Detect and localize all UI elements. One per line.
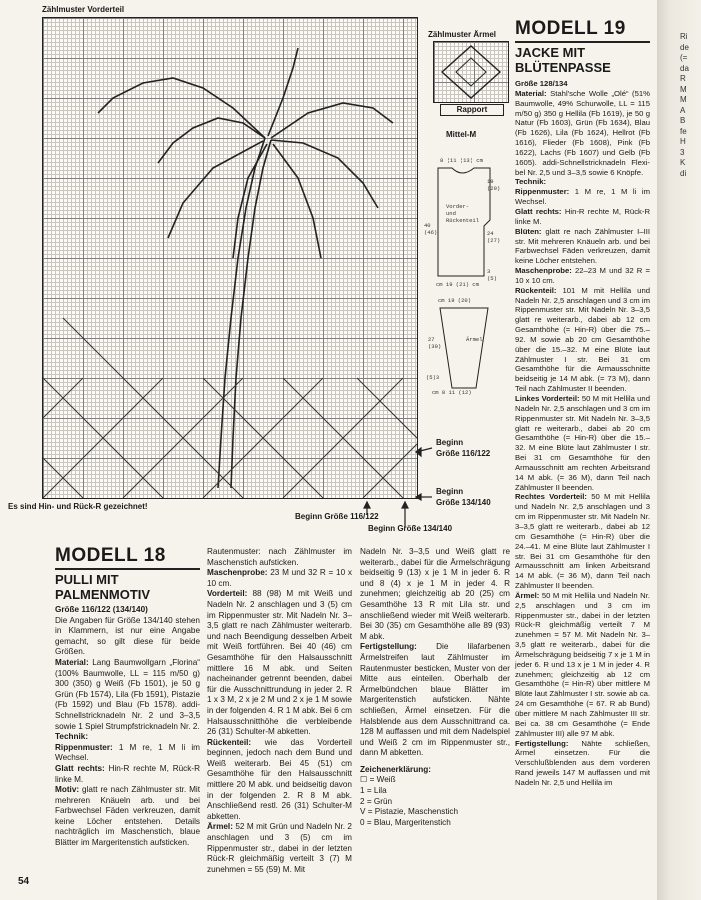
paragraph-text: 50 M mit Hellila und Nadeln Nr. 2,5 anschlagen und 3 cm im Rippenmuster str. Mit Nadeln Nr. 3–3,5 glatt re weiterarb., dabei ab 12 cm Gesamthöhe (= Hin-R) über die 24.–41. M eine Blüte laut Zählmuster I str. Bei 31 cm Gesamthöhe für den Armausschnitt am linken Arbeitsrand 14 M abk. (= 36 M), dann Teil nach Zählmuster II beenden. — [515, 492, 650, 591]
modell18-col3-wrap — [360, 547, 510, 828]
schema-sleeve-label: Ärmel — [466, 336, 483, 343]
paragraph — [515, 187, 650, 207]
strip-fragment: Ri — [680, 32, 688, 41]
paragraph-text: glatt re nach Zählmuster str. Mit mehreren Knäueln arb. und bei Farbwechsel Fäden verkreuzen, damit keine Löcher entstehen. Details nachträglich im Maschenstich, blaue Blätter im Margeritenstich aufsticken. — [55, 785, 200, 848]
paragraph-bold: Rippenmuster: — [515, 187, 570, 197]
schema-sleeve-outline — [432, 304, 502, 394]
paragraph — [360, 547, 510, 642]
legend-item: V = Pistazie, Maschenstich — [360, 807, 459, 817]
paragraph-bold: Größe 128/134 — [515, 79, 568, 88]
paragraph-text: glatt re nach Zählmuster I–III str. Mit mehreren Knäueln arb. und bei Farbwechsel Fäden verkreuzen, damit keine Löcher entstehen. — [515, 226, 650, 266]
paragraph — [515, 286, 650, 394]
paragraph — [55, 605, 200, 616]
strip-fragment: R — [680, 74, 686, 83]
paragraph-bold: Technik: — [55, 732, 89, 742]
paragraph-bold: Vorderteil: — [207, 589, 248, 599]
paragraph-bold: Maschenprobe: — [207, 568, 268, 578]
paragraph-text: wie das Vorderteil beginnen, jedoch nach dem Bund und Weiß weiterarb. Bei 45 (51) cm Gesamthöhe für den Halsausschnitt mittlere 20 M abk. und beidseitig davon in der folgenden 2. R 8 M abk. Anschließend restl. 26 (31) Schulter-M abketten. — [207, 737, 352, 821]
paragraph — [207, 589, 352, 737]
beginn-116-label: Beginn Größe 116/122 — [436, 438, 491, 458]
modell18-col3 — [360, 547, 510, 759]
legend-item: 2 = Grün — [360, 796, 393, 806]
strip-fragment: M — [680, 95, 687, 104]
paragraph-text: 1 M re, 1 M li im Wechsel. — [515, 187, 650, 207]
paragraph-text: Stahl'sche Wolle „Olé“ (51% Baumwolle, 49% Schurwolle, LL = 115 m/50 g) 350 g Hellila (Fb 1619), je 50 g Natur (Fb 1603), Grün (Fb 1634), Blau (Fb 1626), Lila (Fb 1624), Hellrot (Fb 1616), Flieder (Fb 1608), Pink (Fb 1622), Lachs (Fb 1607) und Gelb (Fb 1605). addi-Schnellstricknadeln Flexi-bel Nr. 2,5 und 3–3,5 sowie 6 Knöpfe. — [515, 88, 650, 177]
bottom-beginn-134: Beginn Größe 134/140 — [368, 524, 453, 533]
rapport-diamond — [434, 42, 508, 102]
paragraph-bold: Technik: — [515, 177, 547, 187]
paragraph-text: 50 M mit Hellila und Nadeln Nr. 2,5 anschlagen und 3 cm im Rippenmuster str., dabei in der letzten Rück-R gleichmäßig verteilt 7 M zunehmen = 57 M. Mit Nadeln Nr. 3–3,5 glatt re weiterarb., dabei für die Ärmelschrägung beidseitig 7 x je 1 M in jeder 6. R und 13 x je 1 M in jeder 4. R zunehmen; gleichzeitig ab 12 cm Gesamthöhe (= Hin-R) über mittlere M Blüte laut Zählmuster I str. sowie ab ca. 24 cm Gesamthöhe (= 67. R ab Bund) über mittlere M nach Zählmuster III str. Bei ca. 38 cm Gesamthöhe (= Ende Zählmuster III) alle 97 M abk. — [515, 590, 650, 738]
schema-front-hem: 3 (5) — [487, 268, 497, 282]
paragraph-bold: Ärmel: — [515, 590, 540, 600]
page-number: 54 — [18, 876, 30, 887]
strip-fragment: B — [680, 116, 686, 125]
modell18-col2 — [207, 547, 352, 875]
strip-fragment: H — [680, 137, 686, 146]
paragraph-bold: Material: — [55, 657, 89, 667]
modell18-heading: MODELL 18 — [55, 545, 166, 566]
paragraph-text: Lang Baumwollgarn „Florina“ (100% Baumwolle, LL = 115 m/50 g) 300 (350) g Weiß (Fb 1501), je 50 g Grün (Fb 1574), Lila (Fb 1591), Pistazie (Fb 1592) und Blau (Fb 1578). addi-Schnellstricknadeln Nr. 2 und 3–3,5 sowie 1 Spiel Strumpfstricknadeln Nr. 2. — [55, 657, 200, 731]
chart-aermel-grid — [433, 41, 509, 103]
schema-front-bottom: cm 19 (21) cm — [436, 281, 479, 288]
legend-list — [360, 775, 510, 828]
paragraph-text: 23 M und 32 R = 10 x 10 cm. — [207, 568, 352, 588]
paragraph — [515, 591, 650, 739]
paragraph-text: Die Angaben für Größe 134/140 stehen in Klammern, ist nur eine Angabe gemacht, so gilt diese für beide Größen. — [55, 615, 200, 657]
paragraph-text: Hin-R rechte M, Rück-R linke M. — [55, 763, 200, 784]
paragraph — [55, 658, 200, 732]
legend-item: 0 = Blau, Margeritenstich — [360, 817, 451, 827]
schema-front-label: Vorder- und Rückenteil — [446, 203, 480, 224]
paragraph-text: 22–23 M und 32 R = 10 x 10 cm. — [515, 266, 650, 285]
paragraph-text: 88 (98) M mit Weiß und Nadeln Nr. 2 anschlagen und 3 (5) cm im Rippenmuster str. Mit Nadeln Nr. 3–3,5 glatt re nach Zählmuster weiterarb. und nach Beendigung desselben Arbeit mit Weiß fortführen. Bei 40 (46) cm Gesamthöhe für den Halsausschnitt mittlere 16 M abk. und Seiten nacheinander getrennt beenden, dabei für die Ausschnittrundung in jeder 2. R 1 x 3 M, 2 x je 2 M und 2 x je 1 M sowie in der folgenden 4. R 1 M abk. Bei 6 cm Halsausschnitthöhe die verbleibende 26 (31) Schulter-M abketten. — [207, 589, 352, 737]
paragraph — [207, 738, 352, 823]
paragraph-bold: Rechtes Vorderteil: — [515, 492, 587, 502]
strip-fragment: K — [680, 158, 686, 167]
strip-fragment: M — [680, 84, 687, 94]
paragraph-text: Rautenmuster: nach Zählmuster im Maschenstich aufsticken. — [207, 547, 352, 567]
modell18-rule — [55, 568, 200, 570]
paragraph-text: 1 M re, 1 M li im Wechsel. — [55, 742, 200, 763]
paragraph — [207, 568, 352, 589]
modell19-sub2: BLÜTENPASSE — [515, 60, 611, 75]
paragraph-text: Nähte schließen, Ärmel einsetzen. Für die Verschlußblenden aus dem vorderen Rand jeweils 147 M auffassen und mit Nadeln Nr. 2,5 und Hellila im — [515, 738, 650, 787]
paragraph — [515, 227, 650, 266]
next-page-fragment — [680, 32, 701, 179]
paragraph — [515, 177, 650, 187]
schema-sleeve-hem: (5)3 — [426, 374, 440, 381]
paragraph-text: Nadeln Nr. 3–3,5 und Weiß glatt re weiterarb., dabei für die Ärmelschrägung beidseitig 9 (13) x je 1 M in jeder 6. R und 8 (4) x je 1 M in jeder 4. R zunehmen; gleichzeitig ab 20 (25) cm Gesamthöhe 13 R mit Lila str. und anschließend wieder mit Weiß weiterarb. Bei 30 (35) cm Gesamthöhe alle 89 (93) M abk. — [360, 547, 510, 641]
paragraph-bold: Linkes Vorderteil: — [515, 394, 580, 403]
schema-front-left: 40 (46) — [424, 222, 438, 236]
paragraph-bold: Größe 116/122 (134/140) — [55, 605, 148, 614]
paragraph — [207, 547, 352, 568]
chart-vorderteil-title: Zählmuster Vorderteil — [42, 5, 125, 14]
schema-sleeve-left: 27 (30) — [428, 336, 442, 350]
schema-front-top: 8 ¦11 ¦13¦ cm — [440, 157, 483, 164]
paragraph — [55, 764, 200, 785]
paragraph — [515, 492, 650, 590]
paragraph-bold: Rippenmuster: — [55, 742, 113, 752]
rapport-box: Rapport — [440, 104, 504, 116]
paragraph-bold: Fertigstellung: — [515, 738, 569, 748]
paragraph-bold: Material: — [515, 88, 547, 98]
strip-fragment: (= — [680, 53, 688, 62]
modell18-sub2: PALMENMOTIV — [55, 587, 151, 602]
paragraph — [55, 616, 200, 658]
schema-sleeve-bottom: cm 8 11 (12) — [432, 389, 472, 396]
strip-fragment: da — [680, 63, 689, 73]
legend-item: 1 = Lila — [360, 786, 387, 796]
mitte-m-label: Mittel-M — [446, 130, 477, 139]
modell19-block — [515, 18, 650, 788]
paragraph-bold: Blüten: — [515, 226, 542, 236]
modell19-sub1: JACKE MIT — [515, 45, 586, 60]
paragraph — [360, 642, 510, 759]
paragraph-bold: Motiv: — [55, 785, 80, 795]
paragraph — [55, 785, 200, 849]
modell18-sub1: PULLI MIT — [55, 572, 119, 587]
paragraph — [515, 79, 650, 89]
modell18-block — [55, 545, 200, 849]
strip-fragment: fe — [680, 126, 687, 136]
paragraph — [515, 266, 650, 286]
schema-front-side2: 24 (27) — [487, 230, 501, 244]
paragraph-bold: Maschenprobe: — [515, 266, 572, 276]
modell19-heading: MODELL 19 — [515, 18, 626, 39]
paragraph — [55, 743, 200, 764]
strip-fragment: di — [680, 168, 687, 178]
beginn-134-label: Beginn Größe 134/140 — [436, 487, 491, 507]
modell19-rule — [515, 41, 650, 43]
schema-sleeve-top: cm 19 (20) — [438, 297, 472, 304]
hin-rueck-note: Es sind Hin- und Rück-R gezeichnet! — [8, 502, 148, 511]
paragraph-bold: Rückenteil: — [207, 737, 252, 747]
paragraph — [55, 732, 200, 743]
modell19-text — [515, 79, 650, 788]
paragraph-text: Die lilafarbenen Ärmelstreifen laut Zählmuster im Rautenmuster besticken, Muster von der Mitte aus einteilen. Oberhalb der Ärmelbündchen blaue Blätter im Margeritenstich aufsticken. Nähte schließen, Ärmel einsetzen. Für die Halsblende aus dem Ausschnittrand ca. 128 M auffassen und mit dem Nadelspiel und Weiß 2 cm im Rippenmuster str., dann M abketten. — [360, 642, 510, 758]
paragraph-text: 50 M mit Hellila und Nadeln Nr. 2,5 anschlagen und 3 cm im Rippenmuster str. Mit Nadeln Nr. 3–3,5 glatt re weiterarb., dabei ab 20 cm Gesamthöhe (= Hin-R) über die 15.–32. M eine Blüte laut Zählmuster I str. Bei 31 cm Gesamthöhe für den Armausschnitt am rechten Arbeitsrand 14 M abk. (= 36 M), dann Teil nach Zählmuster II beenden. — [515, 394, 650, 492]
paragraph-bold: Glatt rechts: — [515, 206, 562, 216]
paragraph-bold: Glatt rechts: — [55, 763, 105, 773]
modell18-col1 — [55, 605, 200, 849]
bottom-beginn-116: Beginn Größe 116/122 — [295, 512, 379, 521]
paragraph-text: 101 M mit Hellila und Nadeln Nr. 2,5 anschlagen und 3 cm im Rippenmuster str. Mit Nadeln Nr. 3–3,5 glatt re weiterarb., dabei ab 12 cm Gesamthöhe (= Hin-R) über die 75.–92. M sowie ab 20 cm Gesamthöhe über die 15.–32. M eine Blüte laut Zählmuster I str. Bei 31 cm Gesamthöhe für die Armausschnitte beidseitig je 14 M abk. (= 73 M), dann Teil nach Zählmuster II beenden. — [515, 285, 650, 394]
chart-aermel-title: Zählmuster Ärmel — [428, 30, 497, 39]
paragraph — [515, 207, 650, 227]
legend-item: ☐ = Weiß — [360, 775, 396, 785]
paragraph — [515, 739, 650, 788]
paragraph-bold: Fertigstellung: — [360, 642, 417, 652]
legend-title: Zeichenerklärung: — [360, 764, 431, 774]
strip-fragment: A — [680, 105, 686, 115]
paragraph-text: Hin-R rechte M, Rück-R linke M. — [515, 206, 650, 226]
paragraph — [207, 822, 352, 875]
paragraph-bold: Rückenteil: — [515, 285, 557, 295]
paragraph — [515, 394, 650, 492]
strip-fragment: 3 — [680, 147, 685, 157]
paragraph — [515, 89, 650, 178]
schema-front-side1: 19 (20) — [487, 178, 501, 192]
strip-fragment: de — [680, 42, 689, 52]
paragraph-text: 52 M mit Grün und Nadeln Nr. 2 anschlagen und 3 (5) cm im Rippenmuster str., dabei in der letzten Rück-R gleichmäßig verteilt 3 (7) M zunehmen = 55 (59) M. Mit — [207, 822, 352, 874]
paragraph-bold: Ärmel: — [207, 822, 233, 832]
